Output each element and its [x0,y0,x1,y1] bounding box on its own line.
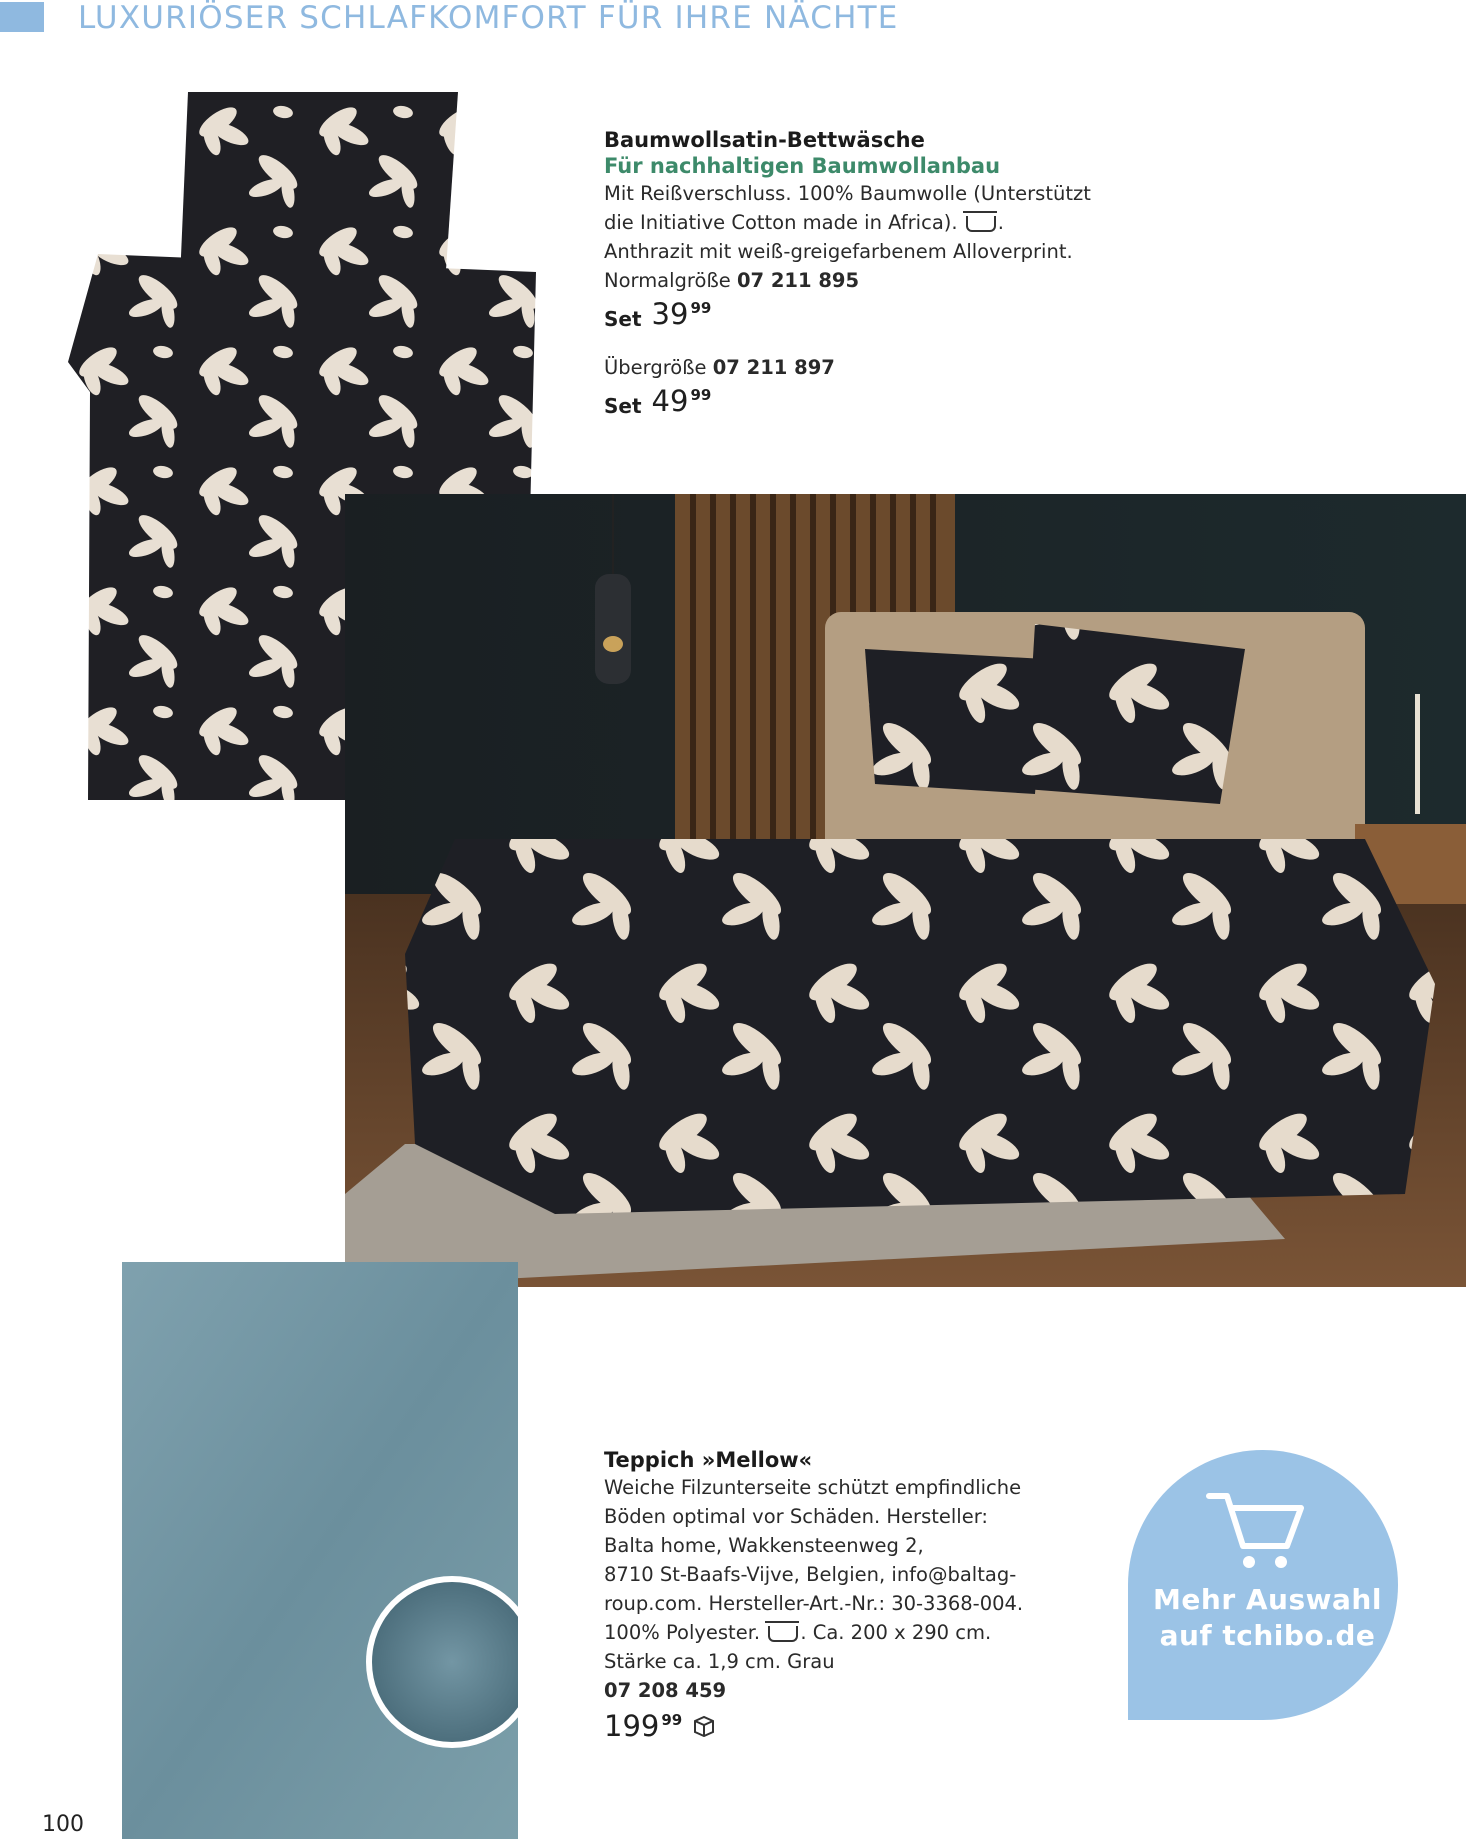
bedroom-photo [345,494,1466,1287]
product-description-line: 8710 St-Baafs-Vijve, Belgien, info@baltag- [604,1563,1017,1586]
page-header-title: LUXURIÖSER SCHLAFKOMFORT FÜR IHRE NÄCHTE [78,0,899,36]
page-number: 100 [42,1812,84,1837]
product-description-line: Weiche Filzunterseite schützt empfindliche [604,1476,1022,1499]
washing-icon [966,216,996,232]
washing-icon [768,1626,798,1642]
shopping-cart-icon [1205,1490,1305,1572]
article-number: 07 208 459 [604,1679,727,1702]
product-description-line: Mit Reißverschluss. 100% Baumwolle (Unterstützt [604,182,1091,205]
header-accent-bar [0,2,44,32]
product-description-line: Stärke ca. 1,9 cm. Grau [604,1650,835,1673]
shipping-box-icon [692,1715,716,1737]
price-oversize: Set 49 99 [604,384,712,418]
size-normal: Normalgröße 07 211 895 [604,269,860,292]
more-selection-link[interactable]: Mehr Auswahl auf tchibo.de [1153,1583,1382,1652]
article-number: 07 211 895 [736,269,860,292]
product-rug-info [604,1448,1124,1743]
product-title: Teppich »Mellow« [604,1448,813,1472]
product-title: Baumwollsatin-Bettwäsche [604,128,925,152]
product-description-line: Böden optimal vor Schäden. Hersteller: [604,1505,988,1528]
product-description-line: die Initiative Cotton made in Africa). . [604,211,1004,234]
product-description-line: 100% Polyester. . Ca. 200 x 290 cm. [604,1621,992,1644]
product-subtitle: Für nachhaltigen Baumwollanbau [604,154,1001,178]
article-number: 07 211 897 [712,356,835,379]
product-description-line: Balta home, Wakkensteenweg 2, [604,1534,924,1557]
price-normal: Set 39 99 [604,297,712,331]
product-description-line: roup.com. Hersteller-Art.-Nr.: 30-3368-004. [604,1592,1024,1615]
product-description-line: Anthrazit mit weiß-greigefarbenem Alloverprint. [604,240,1073,263]
size-oversize: Übergröße 07 211 897 [604,356,835,379]
price-rug: 199 99 [604,1709,1124,1743]
product-bedding-info [604,128,1124,418]
rug-product-image [122,1262,518,1839]
